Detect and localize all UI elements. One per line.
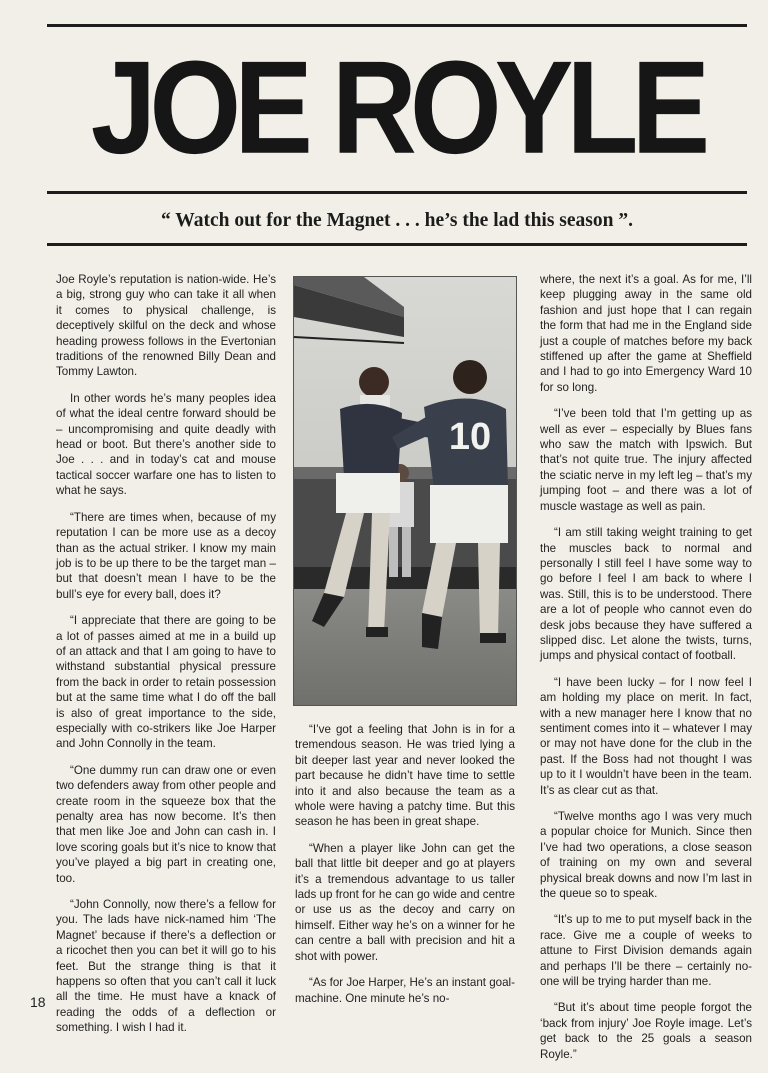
paragraph: “I am still taking weight training to get the muscles back to normal and personally I still feel I have some way to go before I feel I am back to where I was. Still, this is to be understood. There are a lot of people who cannot even do desk jobs because they have suffered a slipped disc. Let alone the twists, turns, jumps and physical contact of football. [540, 526, 752, 663]
paragraph: “When a player like John can get the ball that little bit deeper and go at players it’s a tremendous advantage to us taller lads up front for he can go wide and centre or use us as the decoy and carry on himself. Either way he’s on a winner for he can centre a ball with precision and hit a shot with power. [295, 841, 515, 963]
paragraph: “One dummy run can draw one or even two defenders away from other people and create room in the squeeze box that the penalty area has now become. It’s then that men like Joe and John can cash in. I love scoring goals but it’s nice to know that you’ve played a big part in creating one, too. [56, 763, 276, 885]
paragraph: “But it’s about time people forgot the ‘back from injury’ Joe Royle image. Let’s get back to the 25 goals a season Royle.” [540, 1001, 752, 1061]
page-number: 18 [30, 994, 46, 1010]
paragraph: “It’s up to me to put myself back in the race. Give me a couple of weeks to attune to First Division demands again and perhaps I’ll be there – certainly no-one will be trying harder than me. [540, 913, 752, 989]
football-players-illustration [294, 277, 516, 705]
headline-rule [47, 191, 747, 194]
paragraph: “I have been lucky – for I now feel I am holding my place on merit. In fact, with a new manager here I know that no sentiment comes into it – whatever I may or may not have done for the club in the past. If the Boss had not thought I was up to it I wouldn’t have been in the team. It’s as clear cut as that. [540, 675, 752, 797]
paragraph: Joe Royle’s reputation is nation-wide. He’s a big, strong guy who can take it all when it comes to physical challenge, is deceptively skilful on the deck and whose heading prowess follows in the Evertonian traditions of the renowned Billy Dean and Tommy Lawton. [56, 273, 276, 379]
paragraph: In other words he’s many peoples idea of what the ideal centre forward should be – uncompromising and quite deadly with head or boot. But there’s another side to Joe . . . and in today’s cat and mouse tactical soccer warfare one has to listen to what he says. [56, 391, 276, 498]
paragraph: “I appreciate that there are going to be a lot of passes aimed at me in a build up of an attack and that I am going to have to withstand substantial physical pressure from the back in order to retain possession but at the same time what I do off the ball is also of great importance to the side, especially with co-strikers like Joe Harper and John Connolly in the team. [56, 614, 276, 751]
paragraph: “There are times when, because of my reputation I can be more use as a decoy than as the actual striker. I know my main job is to be up there to be the target man – but that doesn’t mean I have to be the bull’s eye for every ball, does it? [56, 510, 276, 601]
paragraph: “As for Joe Harper, He’s an instant goal-machine. One minute he’s no- [295, 976, 515, 1005]
subheadline-rule [47, 243, 747, 246]
article-column-2 [295, 722, 515, 1017]
top-rule [47, 24, 747, 27]
article-headline: JOE ROYLE [90, 34, 704, 182]
paragraph: “Twelve months ago I was very much a popular choice for Munich. Since then I’ve had two operations, a close season of training on my own and several physical break downs and now I’m last in the queue so to speak. [540, 810, 752, 901]
paragraph: “I’ve been told that I’m getting up as well as ever – especially by Blues fans who saw the match with Ipswich. But that’s not quite true. The injury affected the sciatic nerve in my left leg – that’s my jumping foot – and there was a lot of muscle wastage as well as pain. [540, 407, 752, 513]
paragraph: where, the next it’s a goal. As for me, I’ll keep plugging away in the same old fashion and just hope that I can regain the form that had me in the England side just a couple of matches before my back stiffened up after the game at Sheffield and I had to go into Emergency Ward 10 for so long. [540, 273, 752, 394]
paragraph: “John Connolly, now there’s a fellow for you. The lads have nick-named him ‘The Magnet’ because if there’s a deflection or a ricochet then you can bet it will go to his feet. But the strange thing is that it happens so often that you can’t call it luck all the time. He must have a knack of reading the odds of a deflection or something. I wish I had it. [56, 898, 276, 1035]
article-column-3 [540, 272, 752, 1073]
match-photo [293, 276, 517, 706]
article-subheadline: “ Watch out for the Magnet . . . he’s the lad this season ”. [161, 210, 633, 231]
paragraph: “I’ve got a feeling that John is in for a tremendous season. He was tried lying a bit deeper last year and never looked the part because he didn’t have time to settle into it and also because the team as a whole were having a patchy time. But this season he has been in great shape. [295, 723, 515, 829]
article-column-1 [56, 272, 276, 1047]
shirt-number: 10 [448, 416, 492, 458]
